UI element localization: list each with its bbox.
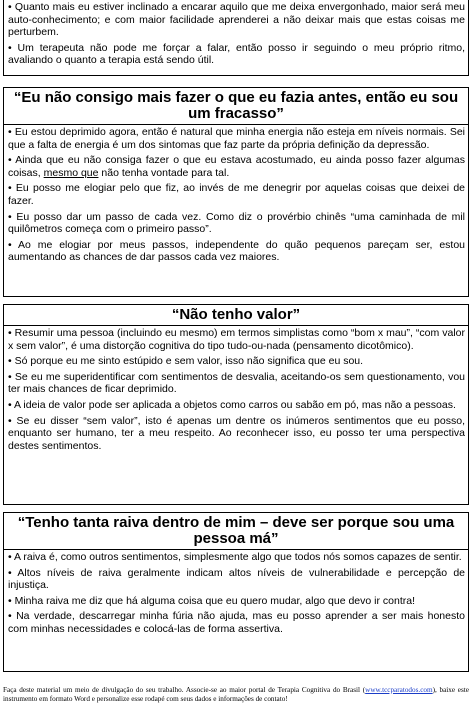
footer-text: Faça deste material um meio de divulgação do seu trabalho. Associe-se ao maior portal de Terapia Cognitiva do Brasil ( <box>3 686 366 694</box>
list-item: • Resumir uma pessoa (incluindo eu mesmo) em termos simplistas como “bom x mau”, “com valor x sem valor”, é uma distorção cognitiva do tipo tudo-ou-nada (pensamento dicotômico). <box>8 327 465 352</box>
list-item: • Ao me elogiar por meus passos, independente do quão pequenos pareçam ser, estou aumentando as chances de dar passos cada vez maiores. <box>8 238 465 264</box>
section-title: “Eu não consigo mais fazer o que eu fazia antes, então eu sou um fracasso” <box>4 88 468 125</box>
section-shame-continued <box>3 0 469 76</box>
list-item: • Altos níveis de raiva geralmente indicam altos níveis de vulnerabilidade e percepção de injustiça. <box>8 566 465 592</box>
page-footer <box>3 686 469 703</box>
section-anger <box>3 512 469 672</box>
list-item: • A ideia de valor pode ser aplicada a objetos como carros ou sabão em pó, mas não a pessoas. <box>8 398 456 411</box>
section-title: “Não tenho valor” <box>4 305 468 326</box>
list-item: • A raiva é, como outros sentimentos, simplesmente algo que todos nós somos capazes de sentir. <box>8 551 462 563</box>
list-item: • Na verdade, descarregar minha fúria não ajuda, mas eu posso aprender a ser mais honesto com minhas necessidades e colocá-las de forma assertiva. <box>8 610 465 635</box>
list-item: • Minha raiva me diz que há alguma coisa que eu quero mudar, algo que devo ir contra! <box>8 594 416 607</box>
list-item: • Eu posso me elogiar pelo que fiz, ao invés de me denegrir por aquelas coisas que deixei de fazer. <box>8 182 465 207</box>
list-item: • Quanto mais eu estiver inclinado a encarar aquilo que me deixa envergonhado, maior será meu auto-conhecimento; e com maior facilidade aprenderei a não deixar mais que estas coisas me perturbem. <box>8 1 465 39</box>
list-item: • Só porque eu me sinto estúpido e sem valor, isso não significa que eu sou. <box>8 355 364 368</box>
list-item: • Se eu disser “sem valor”, isto é apenas um dentre os inúmeros sentimentos que eu posso, enquanto ser humano, ter a meu respeito. Ao reconhecer isso, eu posso ter uma perspectiva destes sentimentos. <box>8 414 465 452</box>
section-failure <box>3 87 469 297</box>
list-item: • Eu posso dar um passo de cada vez. Como diz o provérbio chinês “uma caminhada de mil quilômetros começa com o primeiro passo”. <box>8 210 465 236</box>
list-item: • Eu estou deprimido agora, então é natural que minha energia não esteja em níveis normais. Sei que a falta de energia é um dos sintomas que faz parte da própria definição da depressão. <box>8 126 465 151</box>
list-item-text: não tenha vontade para tal. <box>98 166 230 179</box>
list-item-text: • Ainda que eu não consiga fazer o que eu estava acostumado, eu ainda posso fazer algumas coisas, <box>8 154 465 179</box>
section-no-value <box>3 304 469 505</box>
list-item: • Um terapeuta não pode me forçar a falar, então posso ir seguindo o meu próprio ritmo, avaliando o quanto a terapia está sendo útil. <box>8 41 465 67</box>
list-item: • Se eu me superidentificar com sentimentos de desvalia, aceitando-os sem questionamento, vou ter mais chances de ficar deprimido. <box>8 370 465 396</box>
underlined-text: mesmo que <box>43 166 99 179</box>
section-title: “Tenho tanta raiva dentro de mim – deve ser porque sou uma pessoa má” <box>4 513 468 550</box>
footer-link[interactable]: www.tccparatodos.com <box>365 686 433 694</box>
list-item <box>8 154 465 179</box>
footer-text: ), baixe este instrumento em formato Word e personalize esse rodapé com seus dados e informações de contato! <box>3 686 469 703</box>
